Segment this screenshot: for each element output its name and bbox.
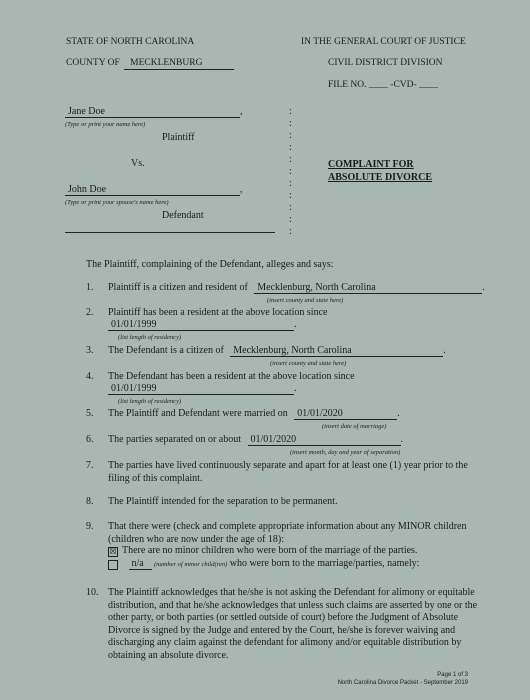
no-children-option: [108, 545, 417, 557]
document-title-line1: COMPLAINT FOR: [328, 159, 414, 170]
item-6-text: The parties separated on or about: [108, 434, 242, 445]
item-1-field[interactable]: Mecklenburg, North Carolina: [254, 282, 482, 294]
item-6-field[interactable]: 01/01/2020: [248, 434, 401, 446]
item-4-hint: (list length of residency): [118, 398, 182, 405]
item-2-line: 01/01/1999 .: [108, 319, 297, 331]
caption-colon: :: [289, 106, 292, 117]
item-4-field[interactable]: 01/01/1999: [108, 383, 294, 395]
item-1: Plaintiff is a citizen and resident of Mecklenburg, North Carolina .: [108, 282, 485, 293]
children-option-text: who were born to the marriage/parties, namely:: [229, 558, 420, 569]
item-number: 5.: [86, 408, 94, 419]
plaintiff-label: Plaintiff: [162, 132, 195, 143]
packet-name: North Carolina Divorce Packet - September 2019: [337, 680, 468, 686]
item-number: 10.: [86, 587, 99, 598]
item-2-text: Plaintiff has been a resident at the above location since: [108, 307, 328, 318]
plaintiff-hint: (Type or print your name here): [65, 121, 146, 128]
item-1-text: Plaintiff is a citizen and resident of: [108, 282, 248, 293]
item-6-hint: (insert month, day and year of separation): [290, 449, 401, 456]
court-heading: IN THE GENERAL COURT OF JUSTICE: [301, 37, 466, 47]
caption-colon: :: [289, 226, 292, 237]
item-10-text: The Plaintiff acknowledges that he/she is not asking the Defendant for alimony or equitable distribution, and that he/she acknowledges that unless such claims are asserted by one or the other party, or both parties (or settled outside of court) before the Judgment of Absolute Divorce is signed by the Judge and entered by the Court, he/she is forever waiving and discharging any claim against the defendant for alimony and/or equitable distribution by obtaining an absolute divorce.: [108, 587, 478, 661]
item-number: 8.: [86, 496, 94, 507]
defendant-line: John Doe ,: [65, 184, 243, 196]
county-label: COUNTY OF: [66, 58, 120, 68]
caption-colon: :: [289, 142, 292, 153]
children-count-field[interactable]: n/a: [129, 558, 152, 570]
defendant-name-field[interactable]: John Doe: [65, 184, 240, 196]
item-2-hint: (list length of residency): [118, 334, 182, 341]
children-count-hint: (number of minor child(ren): [154, 561, 228, 568]
item-2-field[interactable]: 01/01/1999: [108, 319, 294, 331]
item-4-text: The Defendant has been a resident at the above location since: [108, 371, 355, 382]
item-number: 1.: [86, 282, 94, 293]
item-3: The Defendant is a citizen of Mecklenburg, North Carolina .: [108, 345, 446, 356]
county-line: [66, 58, 234, 70]
no-children-text: There are no minor children who were born of the marriage of the parties.: [122, 545, 418, 556]
intro-text: The Plaintiff, complaining of the Defendant, alleges and says:: [86, 259, 334, 270]
children-option: [108, 558, 419, 570]
item-number: 2.: [86, 307, 94, 318]
plaintiff-name-field[interactable]: Jane Doe: [65, 106, 240, 118]
item-7-text: The parties have lived continuously separate and apart for at least one (1) year prior to the filing of this complaint.: [108, 460, 468, 484]
item-8-text: The Plaintiff intended for the separation to be permanent.: [108, 496, 338, 507]
item-6: The parties separated on or about 01/01/2020 .: [108, 434, 404, 445]
defendant-label: Defendant: [162, 210, 204, 221]
item-number: 7.: [86, 460, 94, 471]
county-field[interactable]: MECKLENBURG: [124, 58, 234, 70]
caption-bottom-rule: [65, 232, 275, 233]
item-5-text: The Plaintiff and Defendant were married on: [108, 408, 288, 419]
item-9-text: That there were (check and complete appropriate information about any MINOR children (children who are now under the age of 18):: [108, 521, 467, 545]
item-number: 3.: [86, 345, 94, 356]
item-5: The Plaintiff and Defendant were married on 01/01/2020 .: [108, 408, 400, 419]
item-5-field[interactable]: 01/01/2020: [294, 408, 397, 420]
defendant-hint: (Type or print your spouse's name here): [65, 199, 169, 206]
division-heading: CIVIL DISTRICT DIVISION: [328, 58, 443, 68]
item-3-field[interactable]: Mecklenburg, North Carolina: [230, 345, 443, 357]
item-5-hint: (insert date of marriage): [322, 423, 387, 430]
item-1-hint: (insert county and state here): [267, 297, 344, 304]
page-number: Page 1 of 3: [437, 672, 468, 678]
item-4-line: 01/01/1999 .: [108, 383, 297, 395]
caption-colon: :: [289, 190, 292, 201]
children-checkbox[interactable]: [108, 560, 118, 570]
plaintiff-line: Jane Doe ,: [65, 106, 243, 118]
item-number: 9.: [86, 521, 94, 532]
no-children-checkbox[interactable]: ☒: [109, 547, 117, 556]
caption-colon: :: [289, 214, 292, 225]
caption-colon: :: [289, 154, 292, 165]
item-number: 4.: [86, 371, 94, 382]
caption-colon: :: [289, 118, 292, 129]
document-title-line2: ABSOLUTE DIVORCE: [328, 172, 432, 183]
file-number: FILE NO. ____ -CVD- ____: [328, 80, 439, 90]
caption-colon: :: [289, 130, 292, 141]
caption-colon: :: [289, 166, 292, 177]
caption-colon: :: [289, 178, 292, 189]
versus-label: Vs.: [131, 158, 145, 169]
state-heading: STATE OF NORTH CAROLINA: [66, 37, 195, 47]
item-3-hint: (insert county and state here): [270, 360, 347, 367]
item-3-text: The Defendant is a citizen of: [108, 345, 224, 356]
caption-colon: :: [289, 202, 292, 213]
item-number: 6.: [86, 434, 94, 445]
